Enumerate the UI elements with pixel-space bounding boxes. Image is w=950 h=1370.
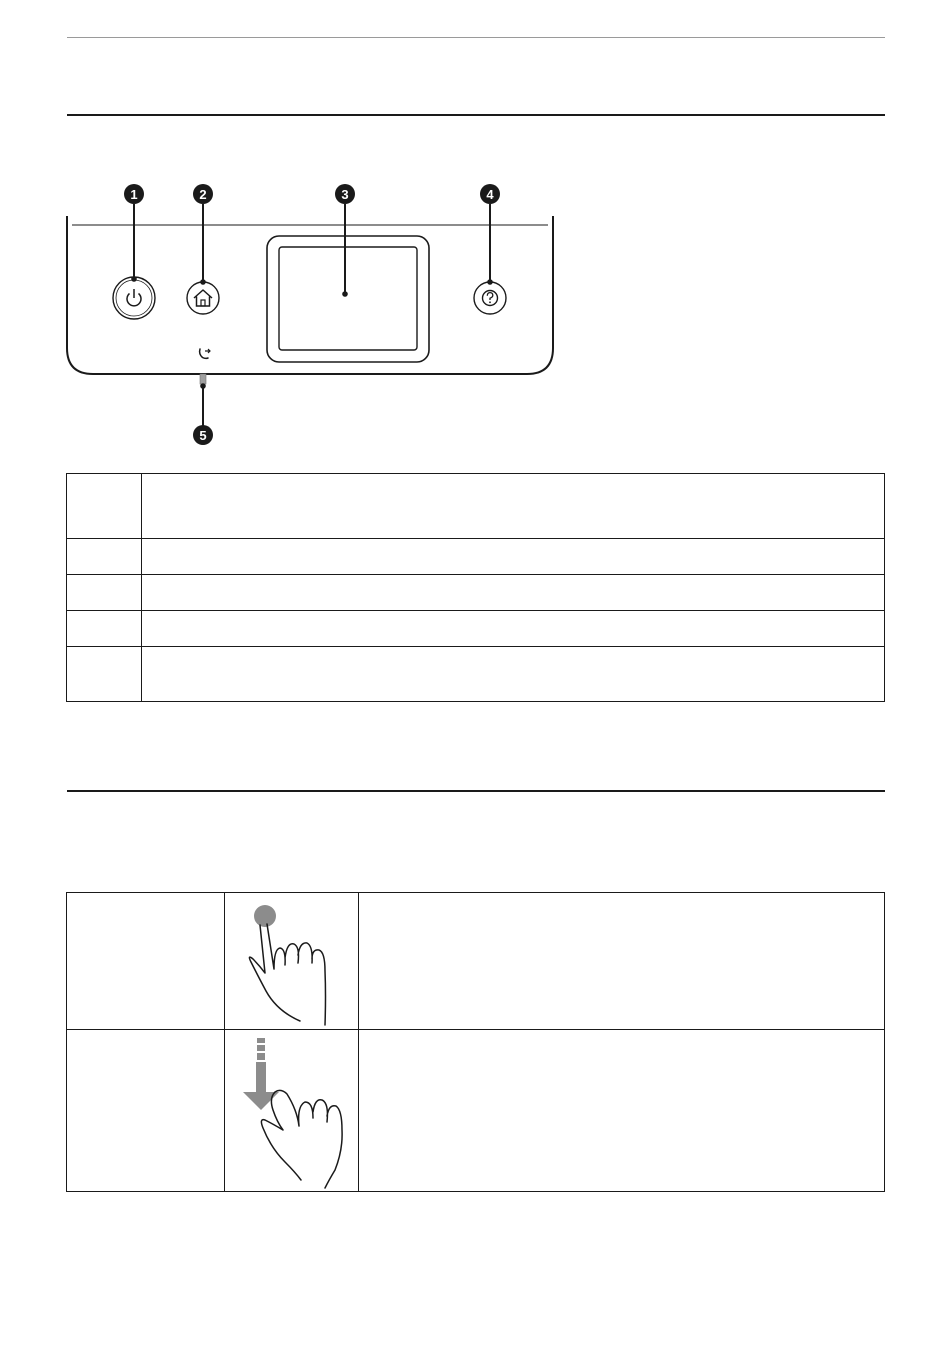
svg-text:3: 3	[341, 187, 349, 202]
tap-gesture-icon	[225, 893, 358, 1029]
svg-text:5: 5	[199, 428, 207, 443]
parts-table	[66, 473, 885, 702]
row-number-cell	[67, 647, 142, 702]
row-number-cell	[67, 539, 142, 575]
table-row	[67, 575, 885, 611]
gesture-description-cell	[359, 893, 885, 1030]
row-description-cell	[142, 647, 885, 702]
svg-text:1: 1	[130, 187, 138, 202]
gesture-icon-cell	[225, 1030, 359, 1192]
control-panel-diagram	[60, 178, 560, 453]
gesture-name-cell	[67, 893, 225, 1030]
callout-5	[193, 425, 213, 445]
gesture-description-cell	[359, 1030, 885, 1192]
svg-text:4: 4	[486, 187, 494, 202]
gestures-table	[66, 892, 885, 1192]
callout-4	[480, 184, 500, 204]
gesture-name-cell	[67, 1030, 225, 1192]
table-row	[67, 474, 885, 539]
home-button	[187, 282, 219, 314]
section-rule-touch-operations	[67, 790, 885, 792]
table-row	[67, 893, 885, 1030]
lcd-screen	[267, 236, 429, 362]
row-description-cell	[142, 611, 885, 647]
fax-led	[200, 374, 206, 384]
row-description-cell	[142, 539, 885, 575]
table-row	[67, 1030, 885, 1192]
table-row	[67, 611, 885, 647]
help-button	[474, 282, 506, 314]
fax-icon	[200, 349, 210, 358]
callout-1	[124, 184, 144, 204]
svg-text:2: 2	[199, 187, 207, 202]
row-description-cell	[142, 575, 885, 611]
callout-3	[335, 184, 355, 204]
row-number-cell	[67, 611, 142, 647]
power-button	[113, 277, 155, 319]
section-rule-control-panel	[67, 114, 885, 116]
row-description-cell	[142, 474, 885, 539]
row-number-cell	[67, 474, 142, 539]
row-number-cell	[67, 575, 142, 611]
header-rule	[67, 37, 885, 38]
table-row	[67, 539, 885, 575]
gesture-icon-cell	[225, 893, 359, 1030]
table-row	[67, 647, 885, 702]
callout-2	[193, 184, 213, 204]
flick-gesture-icon	[225, 1030, 358, 1191]
